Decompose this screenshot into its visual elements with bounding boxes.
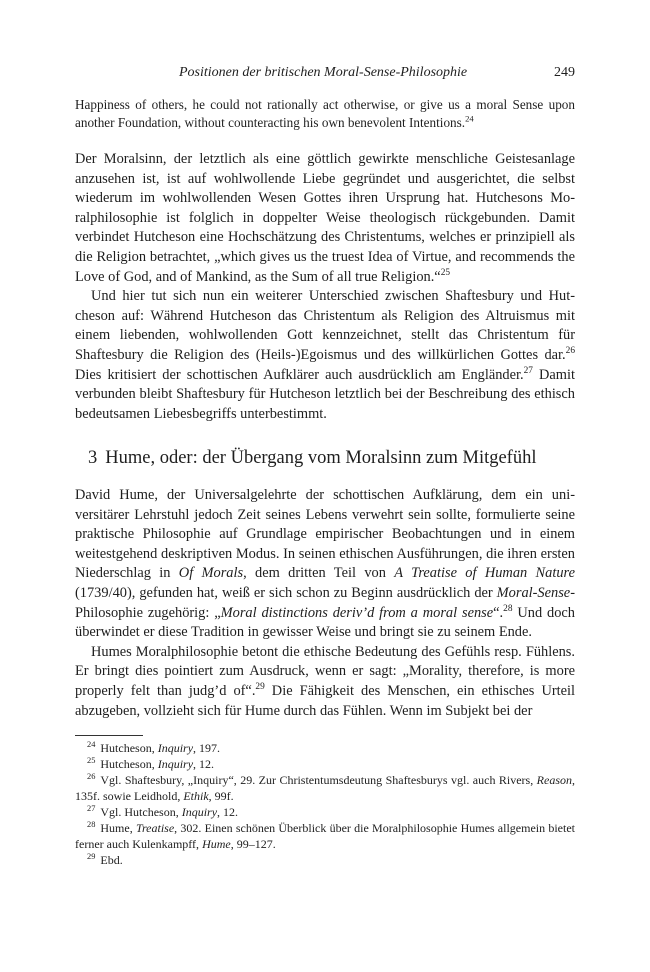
- footnote-number: 28: [87, 820, 96, 829]
- footnote-text: , 12.: [193, 757, 215, 771]
- footnote-ref[interactable]: 28: [503, 603, 513, 614]
- footnote-italic: Treatise: [135, 821, 175, 835]
- footnote-text: , 99–127.: [230, 837, 276, 851]
- footnote-text: , 135f. sowie Leidhold,: [75, 773, 575, 803]
- footnote-24: [75, 740, 575, 756]
- footnote-text: , 12.: [217, 805, 239, 819]
- footnote-number: 25: [87, 756, 96, 765]
- paragraph-text: Humes Moralphilosophie betont die ethische Bedeutung des Gefühls resp. Fühlens. Er bringt dies pointiert zum Ausdruck, wenn er sagt: „Morality, therefore, is more properly felt than judg’d of“.: [75, 643, 575, 699]
- paragraph-text: Und hier tut sich nun ein weiterer Unterschied zwischen Shaftesbury und Hutcheson auf: Während Hutcheson das Christentum als Religion des Altruismus mit einem liebenden, wohlwollenden Gott kennzeichnet, stellt das Christentum für Shaftesbury die Religion des (Heils-)Egoismus und des willkürlichen Gottes dar.: [75, 288, 575, 363]
- work-title: Of Morals: [178, 565, 244, 582]
- page-number: 249: [554, 65, 575, 80]
- footnote-29: [75, 852, 575, 868]
- footnote-number: 29: [87, 852, 96, 861]
- footnote-rule: [75, 735, 143, 736]
- footnotes: [75, 740, 575, 868]
- section-heading: [88, 447, 568, 469]
- footnote-27: [75, 804, 575, 820]
- section-number: 3: [88, 448, 98, 468]
- paragraph-text: Die Fähigkeit des Menschen, ein ethisches Urteil abzugeben, vollzieht sich für Hume durch das Fühlen. Wenn im Subjekt bei der: [75, 682, 576, 719]
- paragraph-text: Der Moralsinn, der letztlich als eine göttlich gewirkte menschliche Geistesanlage anzusehen ist, ist auf wohlwollende Liebe gegründet und ausgerichtet, die selbst wiederum im wohlwollenden Wesen Gottes ihren Ursprung hat. Hutchesons Moralphilosophie ist folglich in doppelter Weise theologisch rückgebunden. Damit verbindet Hutcheson eine Hochschätzung des Christentums, welches er prinzipiell als die Religion betrachtet, „which gives us the truest Idea of Virtue, and recommends the Love of God, and of Mankind, as the Sum of all true Religion.“: [75, 151, 575, 285]
- paragraph-moralsinn: [75, 150, 575, 287]
- footnote-number: 24: [87, 740, 96, 749]
- footnote-26: [75, 772, 575, 804]
- paragraph-text: -Philosophie zugehörig: „: [75, 584, 575, 621]
- running-title: Positionen der britischen Moral-Sense-Philosophie: [179, 65, 468, 80]
- block-quote: [75, 96, 575, 131]
- footnote-number: 26: [87, 772, 96, 781]
- footnote-25: [75, 756, 575, 772]
- footnote-italic: Inquiry: [157, 741, 194, 755]
- footnote-text: Vgl. Hutcheson,: [100, 805, 182, 819]
- work-title: A Treatise of Human Nature: [394, 565, 575, 582]
- paragraph-gefuehl: [75, 643, 575, 721]
- paragraph-text: David Hume, der Universalgelehrte der schottischen Aufklärung, dem ein universitärer Lehrstuhl jedoch Zeit seines Lebens verwehrt sein sollte, formulierte seine praktische Philosophie auf Grundlage empirischer Beobachtungen und in einem weitestgehend deskriptiven Modus. In seinen ethischen Ausführungen, die ihren ersten Niederschlag in: [75, 487, 575, 582]
- paragraph-text: “.: [493, 604, 504, 621]
- footnote-ref[interactable]: 29: [255, 682, 265, 693]
- footnote-28: [75, 820, 575, 852]
- footnote-italic: Reason: [536, 773, 572, 787]
- footnote-text: , 197.: [193, 741, 221, 755]
- paragraph-text: , dem dritten Teil von: [243, 565, 395, 582]
- paragraph-unterschied: [75, 287, 575, 424]
- footnote-italic: Inquiry: [157, 757, 194, 771]
- quote-italic: Moral distinctions deriv’d from a moral sense: [220, 604, 494, 621]
- footnote-italic: Inquiry: [181, 805, 218, 819]
- footnote-text: Hume,: [100, 821, 136, 835]
- body-text-section-2: [75, 150, 575, 424]
- paragraph-hume-intro: [75, 486, 575, 643]
- footnote-italic: Hume: [202, 837, 231, 851]
- footnote-text: Hutcheson,: [100, 757, 158, 771]
- paragraph-text: (1739/40), gefunden hat, weiß er sich schon zu Beginn ausdrücklich der: [75, 584, 497, 601]
- paragraph-text: Dies kritisiert der schottischen Aufklärer auch ausdrücklich am Engländer.: [75, 366, 524, 383]
- footnote-italic: Ethik: [183, 789, 209, 803]
- footnote-ref[interactable]: 25: [440, 267, 451, 278]
- paragraph-text: Und doch überwindet er diese Tradition in gewisser Weise und bringt sie zu seinem Ende.: [75, 604, 575, 641]
- running-head: [75, 64, 575, 82]
- footnote-ref[interactable]: 27: [523, 365, 533, 376]
- section-title: Hume, oder: der Übergang vom Moralsinn zum Mitgefühl: [105, 448, 537, 468]
- footnote-text: , 302. Einen schönen Überblick über die Moralphilosophie Humes allgemein bietet ferner auch Kulenkampff,: [75, 821, 575, 851]
- footnote-ref[interactable]: 26: [565, 346, 575, 357]
- quote-text: Happiness of others, he could not rationally act otherwise, or give us a moral Sense upon another Foundation, without counteracting his own benevolent Intentions.: [75, 97, 575, 130]
- footnote-text: Ebd.: [100, 853, 123, 867]
- body-text-section-3: [75, 486, 575, 721]
- footnote-text: , 99f.: [208, 789, 234, 803]
- footnote-ref[interactable]: 24: [465, 113, 474, 124]
- term-italic: Moral-Sense: [496, 584, 571, 601]
- footnote-text: Vgl. Shaftesbury, „Inquiry“, 29. Zur Christentumsdeutung Shaftesburys vgl. auch Rivers,: [100, 773, 537, 787]
- footnote-number: 27: [87, 804, 96, 813]
- paragraph-text: Damit verbunden bleibt Shaftesbury für Hutcheson letztlich bei der Beschreibung des ethisch bedeutsamen Liebesbegriffs unterbestimmt.: [75, 366, 575, 422]
- footnote-text: Hutcheson,: [100, 741, 158, 755]
